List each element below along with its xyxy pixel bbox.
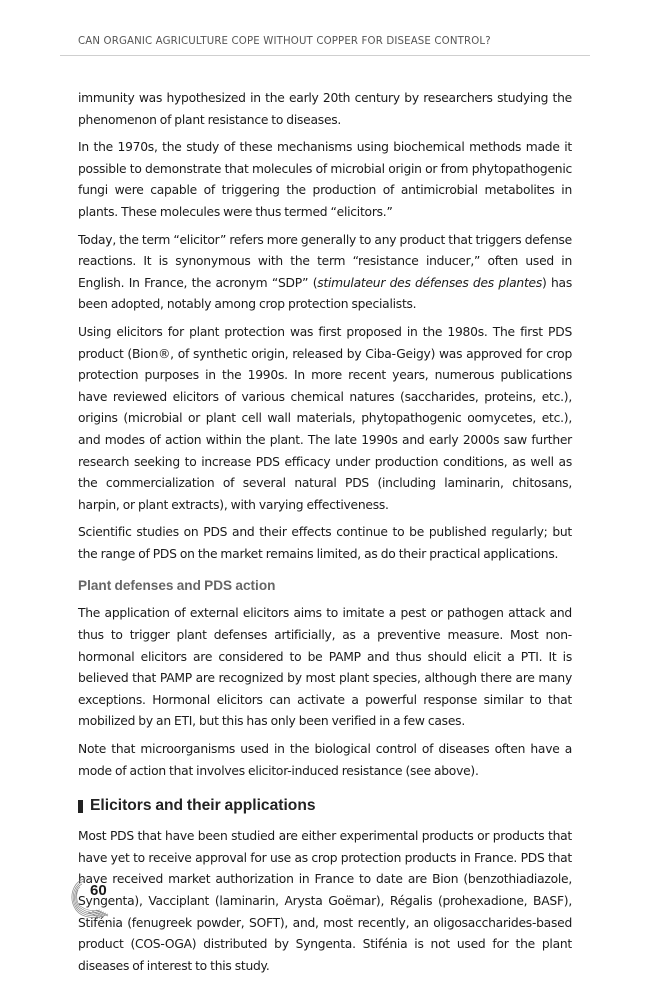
text-span: ) has been adopted, notably among crop protection specialists. [78, 275, 572, 312]
paragraph: The application of external elicitors aims to imitate a pest or pathogen attack and thus to trigger plant defenses artificially, as a preventive measure. Most non-hormonal elicitors are considered to be PAMP and thus should elicit a PTI. It is believed that PAMP are recognized by most plant species, although there are many exceptions. Hormonal elicitors can activate a powerful response similar to that mobilized by an ETI, but this has only been verified in a few cases. [78, 606, 572, 729]
section-marker [78, 800, 83, 813]
paragraph: immunity was hypothesized in the early 20th century by researchers studying the phenomenon of plant resistance to diseases. [78, 91, 572, 127]
header-rule [60, 55, 590, 56]
italic-term: stimulateur des défenses des plantes [317, 275, 542, 290]
paragraph: Note that microorganisms used in the biological control of diseases often have a mode of action that involves elicitor-induced resistance (see above). [78, 742, 572, 778]
paragraph: Scientific studies on PDS and their effects continue to be published regularly; but the range of PDS on the market remains limited, as do their practical applications. [78, 525, 572, 561]
subheading: Plant defenses and PDS action [78, 578, 276, 594]
paragraph: Most PDS that have been studied are either experimental products or products that have yet to receive approval for use as crop protection products in France. PDS that have received market authorization in France to date are Bion (benzothiadiazole, Syngenta), Vacciplant (laminarin, Arysta Goëmar), Régalis (prohexadione, BASF), Stifénia (fenugreek powder, SOFT), and, most recently, an oligosaccharides-based product (COS-OGA) distributed by Syngenta. Stifénia is not used for the plant diseases of interest to this study. [78, 829, 572, 973]
paragraph: Using elicitors for plant protection was first proposed in the 1980s. The first PDS product (Bion®, of synthetic origin, released by Ciba-Geigy) was approved for crop protection purposes in the 1990s. In more recent years, numerous publications have reviewed elicitors of various chemical natures (saccharides, proteins, etc.), origins (microbial or plant cell wall materials, phytopathogenic oomycetes, etc.), and modes of action within the plant. The late 1990s and early 2000s saw further research seeking to increase PDS efficacy under production conditions, as well as the commercialization of several natural PDS (including laminarin, chitosans, harpin, or plant extracts), with varying effectiveness. [78, 324, 572, 512]
body-text [78, 88, 572, 983]
page-number: 60 [90, 882, 107, 899]
page-footer [64, 872, 134, 922]
paragraph: In the 1970s, the study of these mechanisms using biochemical methods made it possible to demonstrate that molecules of microbial origin or from phytopathogenic fungi were capable of triggering the production of antimicrobial metabolites in plants. These molecules were thus termed “elicitors.” [78, 140, 572, 219]
section-heading [78, 795, 572, 817]
text-span: Today, the term “elicitor” refers more generally to any product that triggers defense reactions. It is synonymous with the term “resistance inducer,” often used in English. In France, the acronym “SDP” ( [78, 232, 572, 290]
section-heading-text: Elicitors and their applications [90, 797, 316, 815]
running-head: CAN ORGANIC AGRICULTURE COPE WITHOUT COPPER FOR DISEASE CONTROL? [78, 36, 491, 47]
paragraph-sdp [78, 230, 572, 316]
